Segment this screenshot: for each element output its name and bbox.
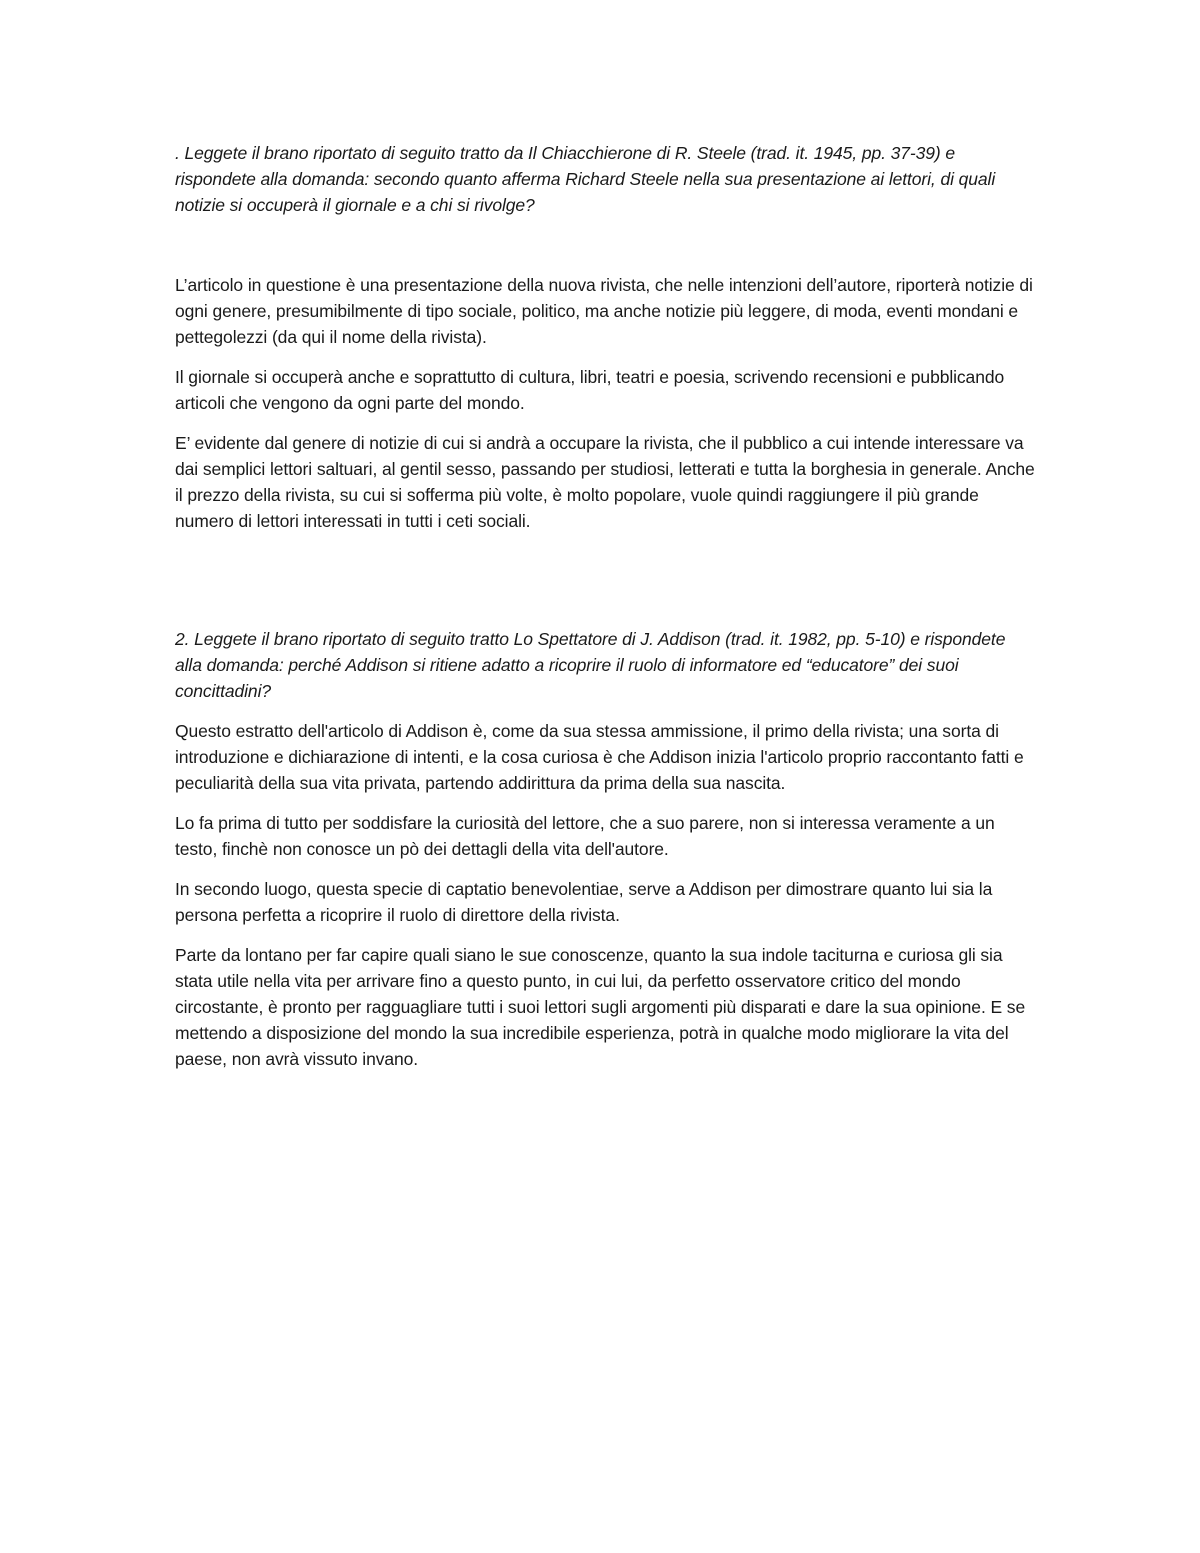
- document-content: [175, 140, 1035, 1086]
- answer-1-paragraph-1: L’articolo in questione è una presentazione della nuova rivista, che nelle intenzioni dell’autore, riporterà notizie di ogni genere, presumibilmente di tipo sociale, politico, ma anche notizie più leggere, di moda, eventi mondani e pettegolezzi (da qui il nome della rivista).: [175, 275, 1033, 347]
- answer-1-paragraph-3: E’ evidente dal genere di notizie di cui si andrà a occupare la rivista, che il pubblico a cui intende interessare va dai semplici lettori saltuari, al gentil sesso, passando per studiosi, letterati e tutta la borghesia in generale. Anche il prezzo della rivista, su cui si sofferma più volte, è molto popolare, vuole quindi raggiungere il più grande numero di lettori interessati in tutti i ceti sociali.: [175, 433, 1035, 531]
- answer-1-paragraph-2: Il giornale si occuperà anche e soprattutto di cultura, libri, teatri e poesia, scrivendo recensioni e pubblicando articoli che vengono da ogni parte del mondo.: [175, 367, 1005, 413]
- answer-2-paragraph-1: Questo estratto dell'articolo di Addison è, come da sua stessa ammissione, il primo della rivista; una sorta di introduzione e dichiarazione di intenti, e la cosa curiosa è che Addison inizia l'articolo proprio raccontanto fatti e peculiarità della sua vita privata, partendo addirittura da prima della sua nascita.: [175, 721, 1024, 793]
- question-1: . Leggete il brano riportato di seguito tratto da Il Chiacchierone di R. Steele (trad. it. 1945, pp. 37-39) e rispondete alla domanda: secondo quanto afferma Richard Steele nella sua presentazione ai lettori, di quali notizie si occuperà il giornale e a chi si rivolge?: [175, 143, 996, 215]
- answer-2-paragraph-3: In secondo luogo, questa specie di captatio benevolentiae, serve a Addison per dimostrare quanto lui sia la persona perfetta a ricoprire il ruolo di direttore della rivista.: [175, 879, 993, 925]
- answer-2-paragraph-4: Parte da lontano per far capire quali siano le sue conoscenze, quanto la sua indole taciturna e curiosa gli sia stata utile nella vita per arrivare fino a questo punto, in cui lui, da perfetto osservatore critico del mondo circostante, è pronto per ragguagliare tutti i suoi lettori sugli argomenti più disparati e dare la sua opinione. E se mettendo a disposizione del mondo la sua incredibile esperienza, potrà in qualche modo migliorare la vita del paese, non avrà vissuto invano.: [175, 945, 1026, 1069]
- question-2: 2. Leggete il brano riportato di seguito tratto Lo Spettatore di J. Addison (trad. it. 1982, pp. 5-10) e rispondete alla domanda: perché Addison si ritiene adatto a ricoprire il ruolo di informatore ed “educatore” dei suoi concittadini?: [175, 629, 1006, 701]
- section-1: [175, 140, 1035, 534]
- answer-2-paragraph-2: Lo fa prima di tutto per soddisfare la curiosità del lettore, che a suo parere, non si interessa veramente a un testo, finchè non conosce un pò dei dettagli della vita dell'autore.: [175, 813, 995, 859]
- section-2: [175, 626, 1035, 1072]
